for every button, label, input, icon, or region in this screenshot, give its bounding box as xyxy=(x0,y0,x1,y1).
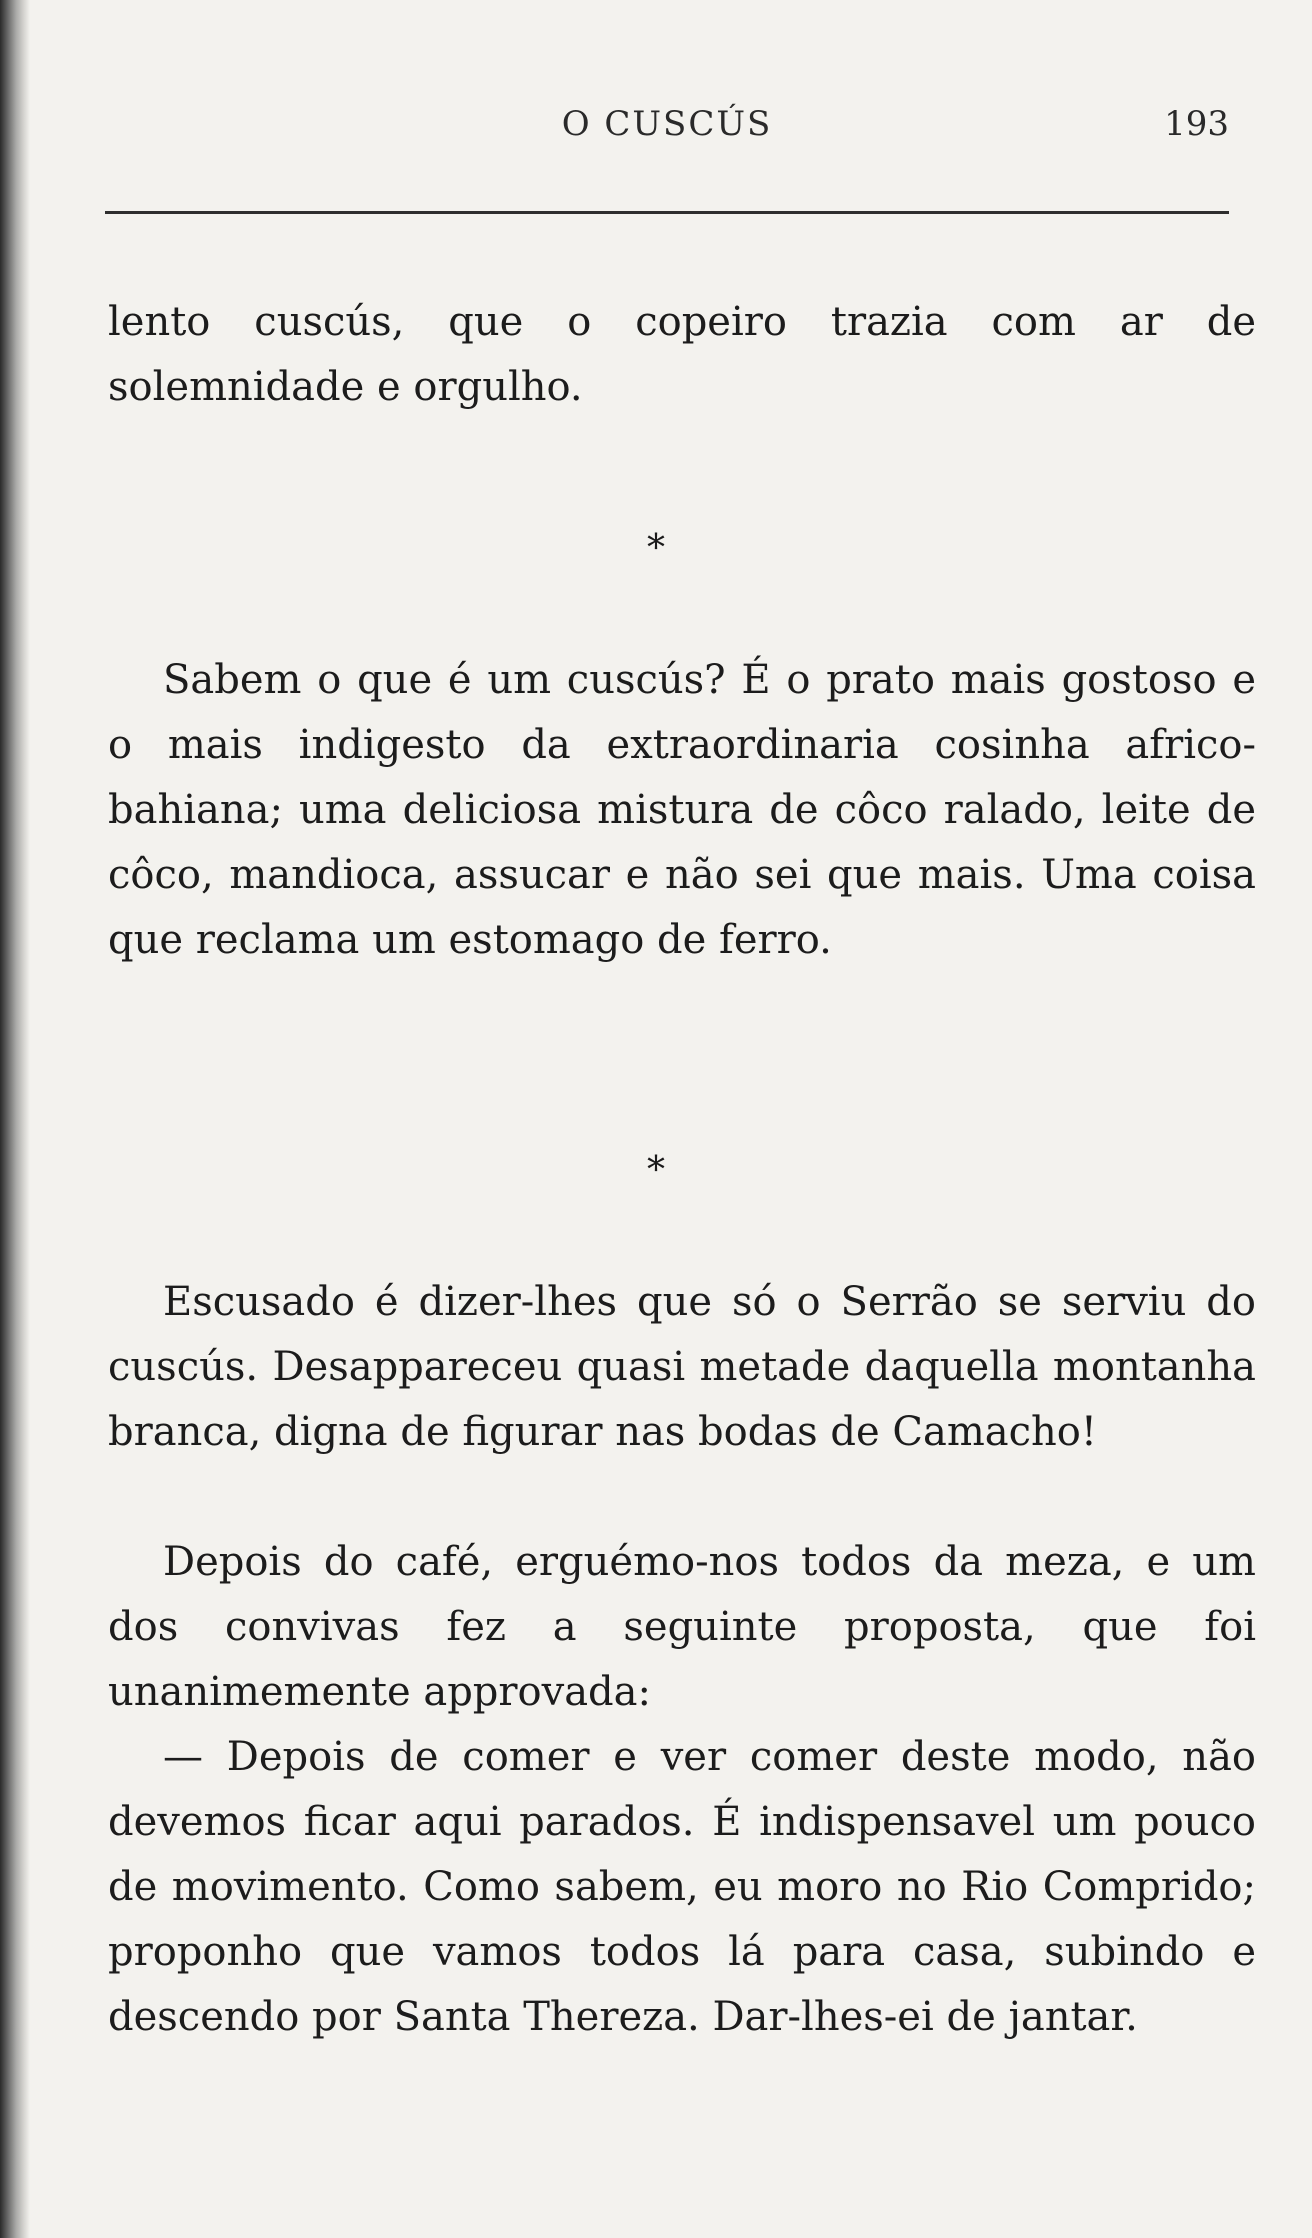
paragraph-cuscus-description xyxy=(108,648,1256,973)
page-number: 193 xyxy=(1164,104,1229,144)
asterisk-separator-1: * xyxy=(647,528,665,569)
paragraph-dialogue xyxy=(108,1725,1256,2050)
paragraph-serrao xyxy=(108,1270,1256,1465)
opening-text: lento cuscús, que o copeiro trazia com ar de solemnidade e orgulho. xyxy=(108,299,1256,410)
opening-paragraph xyxy=(108,290,1256,420)
paragraph-3-text: Depois do café, erguémo-nos todos da meza, e um dos convivas fez a seguinte proposta, que foi unanimemente approvada: xyxy=(108,1539,1256,1715)
asterisk-separator-2: * xyxy=(647,1150,665,1191)
paragraph-proposal xyxy=(108,1530,1256,1725)
paragraph-4-text: — Depois de comer e ver comer deste modo, não devemos ficar aqui parados. É indispensavel um pouco de movimento. Como sabem, eu moro no Rio Comprido; proponho que vamos todos lá para casa, subindo e descendo por Santa Thereza. Dar-lhes-ei de jantar. xyxy=(108,1734,1256,2040)
paragraph-1-text: Sabem o que é um cuscús? É o prato mais gostoso e o mais indigesto da extraordinaria cosinha africo-bahiana; uma deliciosa mistura de côco ralado, leite de côco, mandioca, assucar e não sei que mais. Uma coisa que reclama um estomago de ferro. xyxy=(108,657,1256,963)
running-title: O CUSCÚS xyxy=(561,104,773,144)
header-rule xyxy=(105,211,1229,214)
paragraph-2-text: Escusado é dizer-lhes que só o Serrão se serviu do cuscús. Desappareceu quasi metade daquella montanha branca, digna de figurar nas bodas de Camacho! xyxy=(108,1279,1256,1455)
running-head xyxy=(105,104,1229,148)
